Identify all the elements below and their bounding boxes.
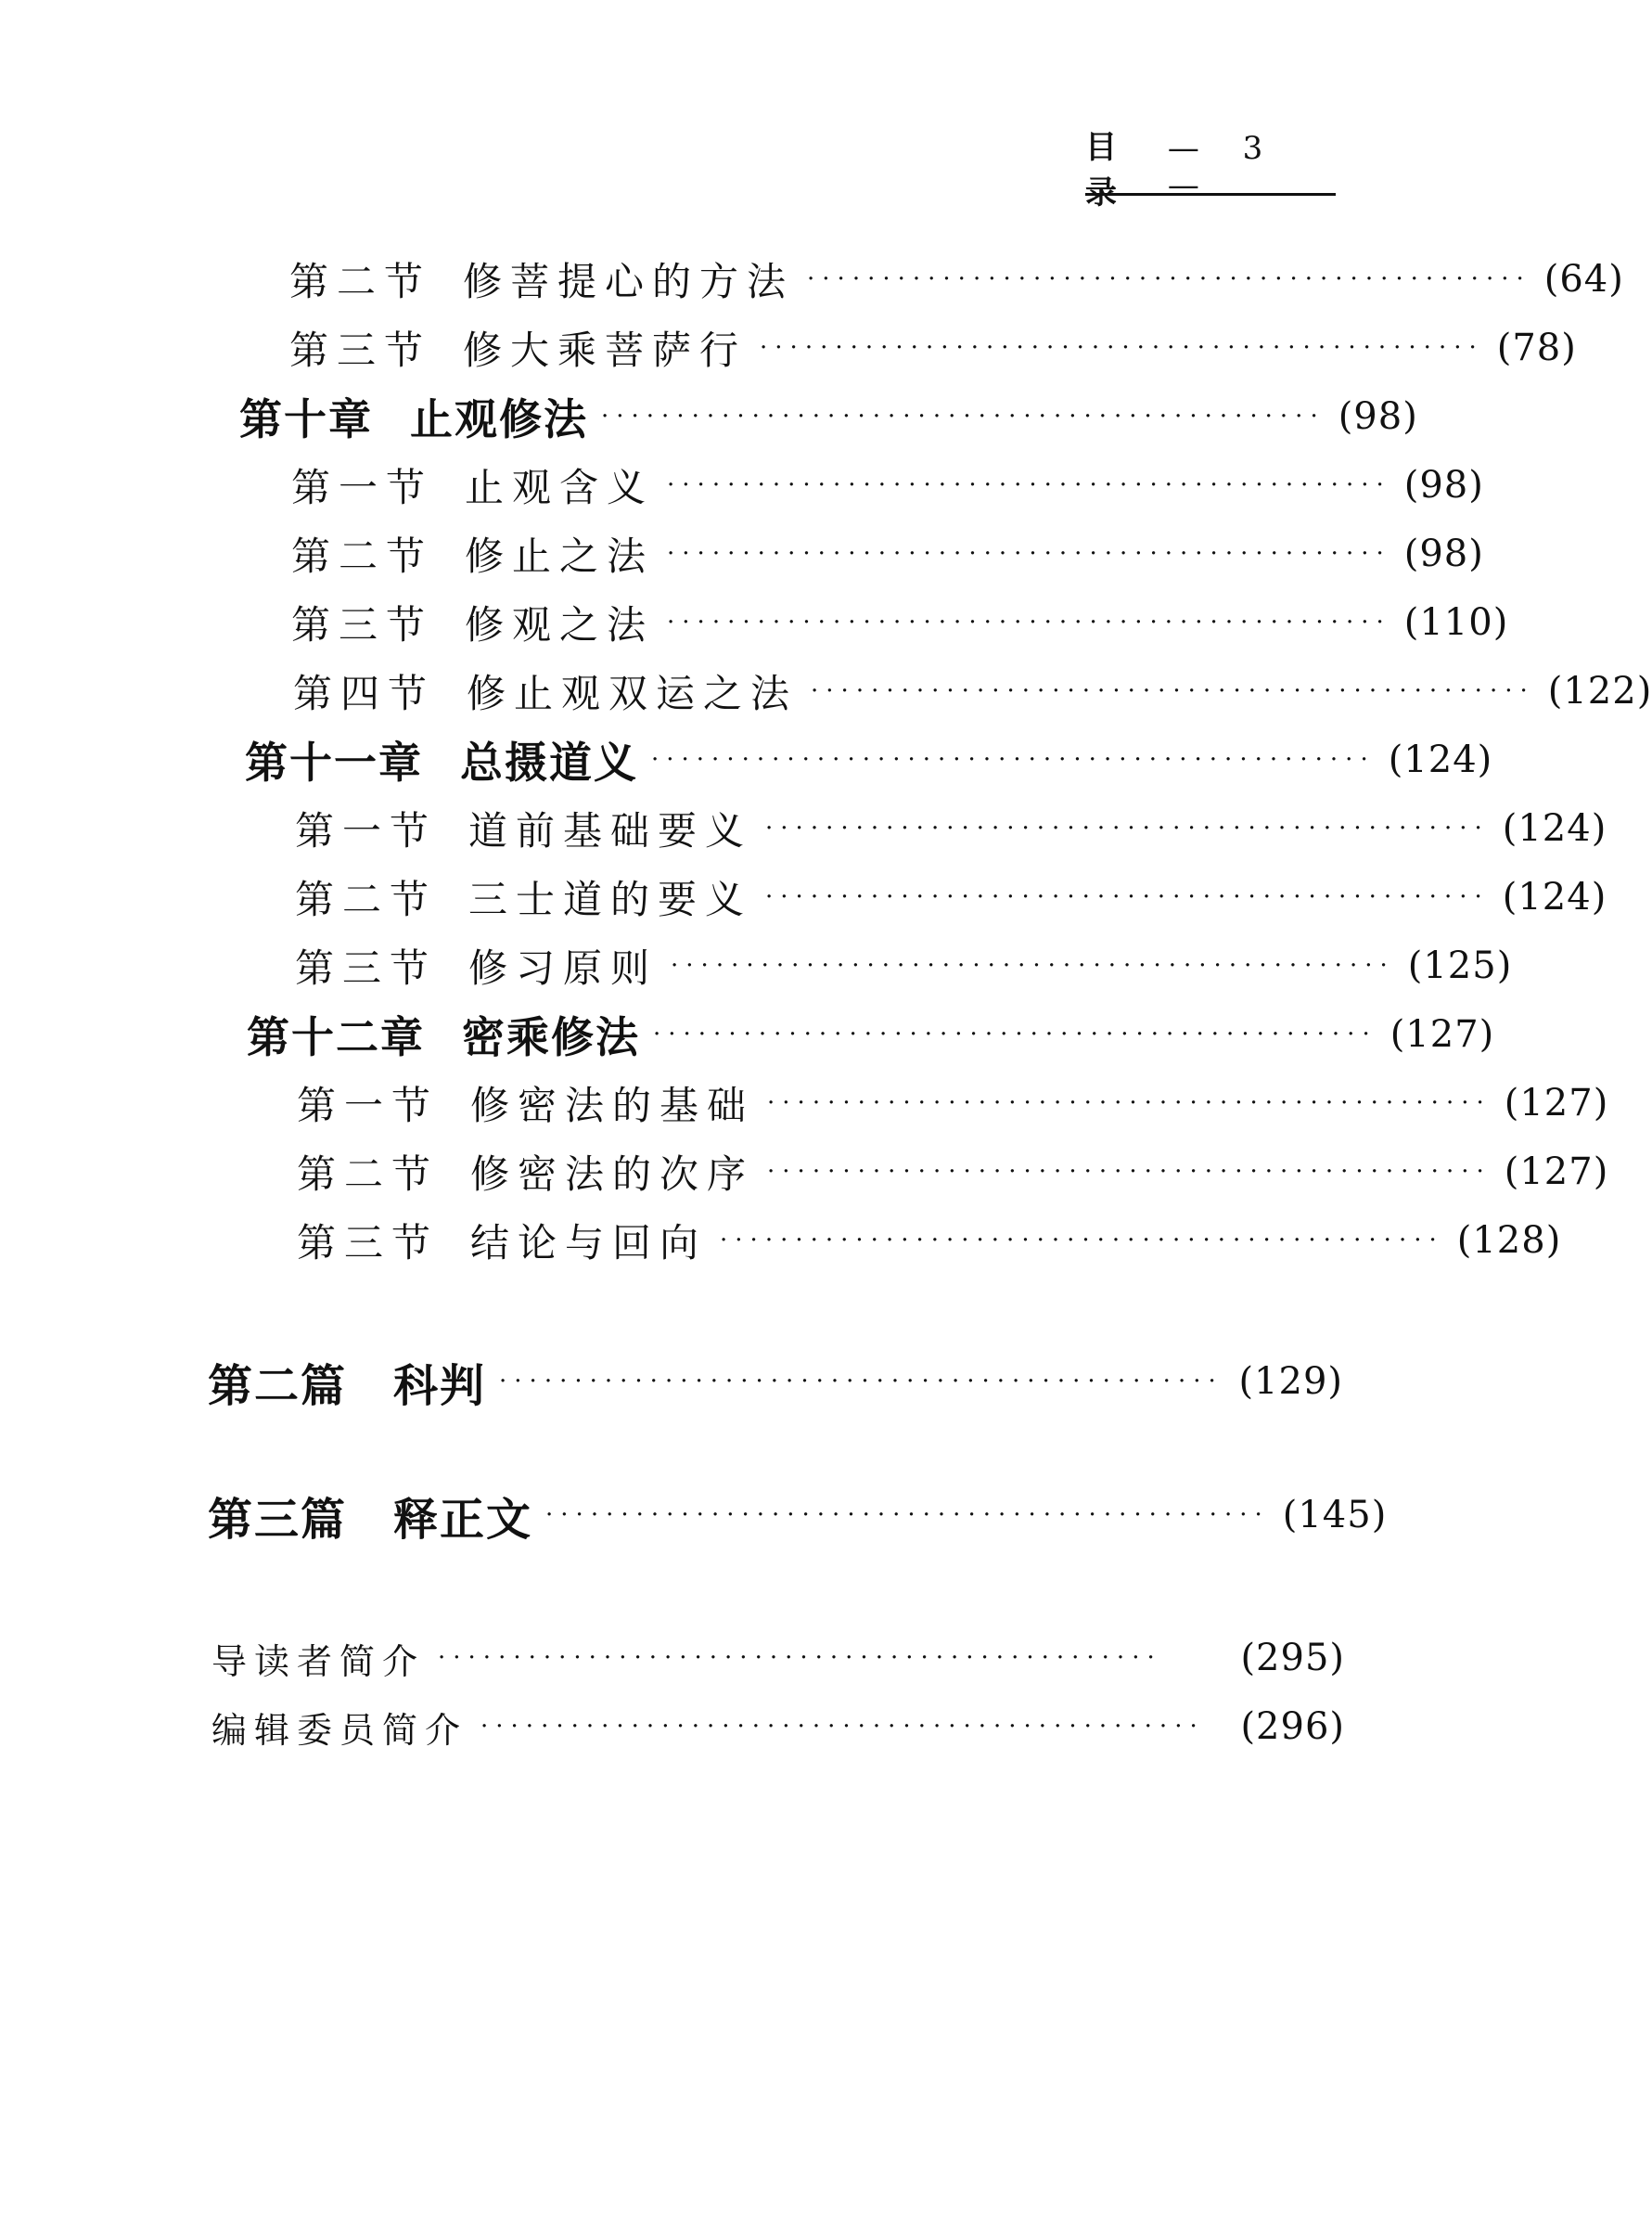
toc-entry-page: (128) (1456, 1219, 1562, 1262)
toc-entry-page: (127) (1504, 1150, 1609, 1193)
toc-entry-label (297, 1144, 754, 1200)
toc-entry-title: 修密法的基础 (470, 1083, 755, 1128)
toc-entry-title: 修观之法 (465, 602, 655, 648)
toc-entry-page: (64) (1543, 258, 1624, 301)
toc-entry-title: 导读者简介 (211, 1640, 426, 1682)
toc-entry-title: 止观修法 (410, 394, 588, 444)
toc-entry-title: 修密法的次序 (470, 1151, 755, 1197)
toc-entry-label (291, 457, 654, 513)
toc-entry-label (211, 1702, 467, 1753)
toc-entry[interactable] (295, 870, 1607, 924)
toc-entry-page: (296) (1240, 1705, 1345, 1748)
toc-entry-number: 第三节 (297, 1220, 440, 1266)
toc-entry-page: (127) (1504, 1082, 1609, 1124)
toc-entry-label (291, 526, 654, 582)
toc-entry-number: 第二节 (289, 259, 432, 304)
toc-entry-title: 编辑委员简介 (211, 1709, 468, 1751)
dot-leader: ················································ (671, 952, 1395, 980)
toc-entry[interactable] (247, 1008, 1495, 1062)
toc-entry[interactable] (291, 527, 1484, 581)
toc-entry[interactable] (289, 321, 1577, 375)
toc-entry[interactable] (297, 1076, 1609, 1130)
toc-entry-page: (78) (1496, 327, 1577, 369)
toc-entry-label (245, 729, 638, 790)
dot-leader: ················································ (811, 677, 1535, 705)
toc-entry-number: 第二篇 (208, 1359, 348, 1412)
toc-entry[interactable] (291, 458, 1484, 512)
toc-entry-page: (98) (1338, 395, 1418, 438)
dot-leader: ················································ (499, 1368, 1223, 1395)
dot-leader: ················································ (653, 1021, 1377, 1048)
toc-entry[interactable] (295, 939, 1513, 993)
dot-leader: ················································ (767, 1089, 1492, 1117)
toc-entry-number: 第十章 (239, 394, 373, 444)
toc-entry-page: (110) (1403, 601, 1509, 644)
toc-entry-number: 第十二章 (247, 1012, 425, 1062)
toc-entry-number: 第二节 (297, 1151, 440, 1197)
toc-entry-number: 第十一章 (245, 738, 423, 788)
dot-leader: ················································ (765, 883, 1490, 911)
toc-entry[interactable] (208, 1488, 1388, 1546)
header-page-number: — 3 — (1167, 130, 1280, 204)
header-title: 目录 (1085, 129, 1119, 212)
toc-entry-label (289, 320, 747, 376)
dot-leader: ················································ (720, 1227, 1444, 1254)
toc-entry-title: 道前基础要义 (468, 808, 753, 854)
dot-leader: ················································ (767, 1158, 1492, 1186)
toc-entry-number: 第四节 (293, 671, 436, 716)
toc-entry-number: 第一节 (297, 1083, 440, 1128)
toc-entry-title: 止观含义 (465, 465, 655, 510)
toc-entry-page: (145) (1282, 1494, 1388, 1536)
dot-leader: ················································ (601, 403, 1325, 430)
toc-entry[interactable] (211, 1700, 1345, 1754)
toc-entry-title: 三士道的要义 (468, 877, 753, 922)
toc-entry-page: (127) (1389, 1013, 1495, 1056)
toc-entry-title: 总摄道义 (460, 738, 638, 788)
toc-entry-number: 第一节 (291, 465, 434, 510)
dot-leader: ················································ (438, 1644, 1162, 1672)
toc-entry[interactable] (208, 1355, 1343, 1412)
dot-leader: ················································ (667, 609, 1391, 636)
toc-entry[interactable] (295, 802, 1607, 855)
toc-entry-title: 科判 (393, 1359, 487, 1412)
toc-entry-label (208, 1350, 486, 1414)
toc-entry[interactable] (245, 733, 1493, 788)
toc-entry-page: (124) (1388, 739, 1493, 781)
toc-entry[interactable] (297, 1145, 1609, 1199)
toc-entry-label (239, 386, 588, 447)
toc-entry-label (293, 663, 798, 719)
toc-entry-label (295, 801, 752, 856)
dot-leader: ················································ (545, 1501, 1270, 1529)
toc-entry-page: (295) (1240, 1637, 1345, 1679)
toc-entry-number: 第一节 (295, 808, 438, 854)
toc-entry-page: (98) (1403, 464, 1484, 507)
toc-entry[interactable] (297, 1214, 1562, 1267)
toc-entry-page: (122) (1547, 670, 1652, 713)
toc-entry-number: 第二节 (295, 877, 438, 922)
toc-entry-number: 第三节 (291, 602, 434, 648)
toc-entry[interactable] (211, 1631, 1345, 1685)
toc-entry-label (211, 1633, 425, 1684)
toc-entry-title: 修习原则 (468, 945, 659, 991)
toc-entry-page: (125) (1407, 944, 1513, 987)
dot-leader: ················································ (807, 265, 1531, 293)
toc-entry-number: 第三节 (295, 945, 438, 991)
toc-entry-label (295, 869, 752, 925)
toc-entry-number: 第二节 (291, 533, 434, 579)
toc-entry-title: 密乘修法 (462, 1012, 640, 1062)
toc-entry-title: 结论与回向 (470, 1220, 708, 1266)
toc-entry-page: (124) (1502, 876, 1607, 919)
dot-leader: ················································ (651, 746, 1376, 774)
toc-entry[interactable] (293, 664, 1652, 718)
dot-leader: ················································ (760, 334, 1484, 362)
toc-entry[interactable] (239, 390, 1418, 444)
toc-entry-label (247, 1004, 640, 1065)
toc-entry-page: (124) (1502, 807, 1607, 850)
toc-entry-label (291, 595, 654, 650)
toc-entry-page: (129) (1238, 1360, 1343, 1403)
toc-entry-label (289, 251, 794, 307)
toc-entry-title: 释正文 (393, 1493, 533, 1546)
dot-leader: ················································ (480, 1713, 1205, 1741)
toc-entry-number: 第三节 (289, 328, 432, 373)
toc-entry-title: 修止之法 (465, 533, 655, 579)
dot-leader: ················································ (667, 540, 1391, 568)
toc-entry-label (297, 1075, 754, 1131)
toc-entry-number: 第三篇 (208, 1493, 348, 1546)
dot-leader: ················································ (765, 815, 1490, 842)
toc-entry-label (208, 1484, 532, 1548)
toc-entry-title: 修菩提心的方法 (463, 259, 795, 304)
toc-entry[interactable] (289, 252, 1624, 306)
dot-leader: ················································ (667, 471, 1391, 499)
toc-entry-label (297, 1213, 707, 1268)
toc-entry-page: (98) (1403, 533, 1484, 575)
toc-entry[interactable] (291, 596, 1509, 649)
toc-entry-label (295, 938, 658, 994)
toc-entry-title: 修大乘菩萨行 (463, 328, 748, 373)
toc-entry-title: 修止观双运之法 (467, 671, 799, 716)
